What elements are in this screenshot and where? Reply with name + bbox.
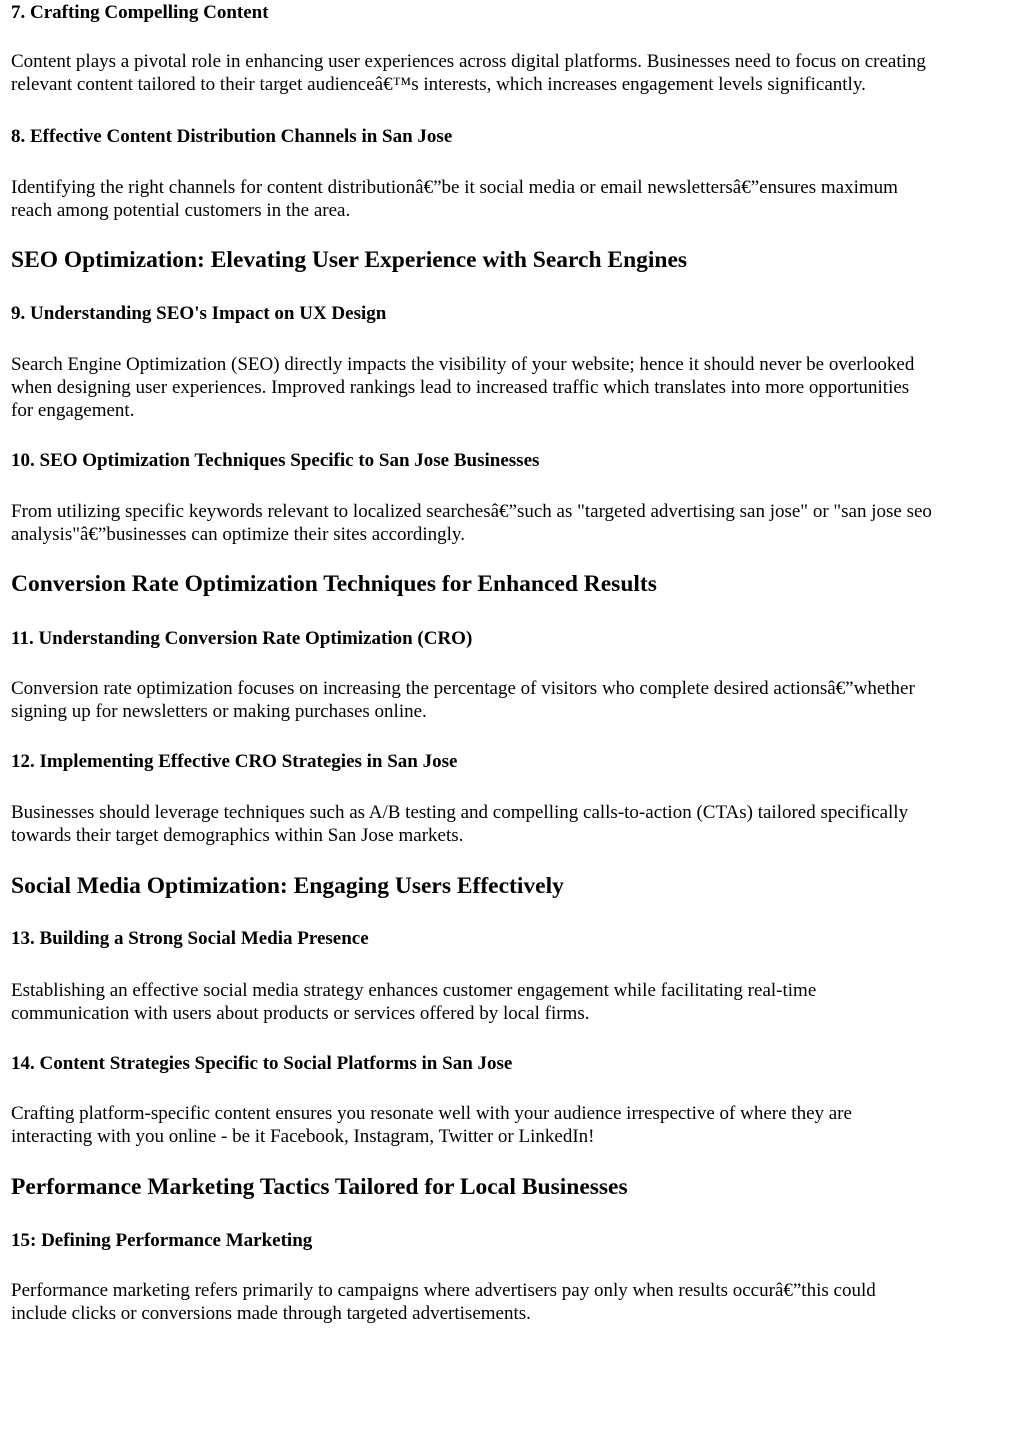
cro-section-heading: Conversion Rate Optimization Techniques for Enhanced Results <box>11 571 657 597</box>
section-7-paragraph <box>11 50 926 96</box>
section-15-paragraph <box>11 1279 876 1325</box>
paragraph-line: From utilizing specific keywords relevant to localized searchesâ€”such as "targeted advertising san jose" or "san jose seo <box>11 501 932 522</box>
paragraph-line: analysis"â€”businesses can optimize their sites accordingly. <box>11 524 465 546</box>
paragraph-line: Identifying the right channels for content distributionâ€”be it social media or email newslettersâ€”ensures maximum <box>11 177 898 198</box>
section-13-paragraph <box>11 979 816 1025</box>
paragraph-line: when designing user experiences. Improved rankings lead to increased traffic which translates into more opportunities <box>11 377 910 399</box>
section-10-heading: 10. SEO Optimization Techniques Specific to San Jose Businesses <box>11 450 540 471</box>
paragraph-line: communication with users about products or services offered by local firms. <box>11 1003 590 1025</box>
smo-section-heading: Social Media Optimization: Engaging Users Effectively <box>11 873 564 899</box>
section-8-paragraph <box>11 176 898 222</box>
paragraph-line: Conversion rate optimization focuses on increasing the percentage of visitors who complete desired actionsâ€”whether <box>11 678 915 699</box>
pm-section-heading: Performance Marketing Tactics Tailored for Local Businesses <box>11 1174 628 1200</box>
paragraph-line: Businesses should leverage techniques such as A/B testing and compelling calls-to-action (CTAs) tailored specifically <box>11 802 909 823</box>
section-8-heading: 8. Effective Content Distribution Channels in San Jose <box>11 126 453 147</box>
section-11-heading: 11. Understanding Conversion Rate Optimization (CRO) <box>11 628 473 649</box>
section-12-heading: 12. Implementing Effective CRO Strategies in San Jose <box>11 751 458 772</box>
section-14-paragraph <box>11 1102 852 1148</box>
section-15-heading: 15: Defining Performance Marketing <box>11 1230 313 1251</box>
section-7-heading: 7. Crafting Compelling Content <box>11 2 269 23</box>
paragraph-line: relevant content tailored to their target audienceâ€™s interests, which increases engagement levels significantly. <box>11 74 866 96</box>
section-10-paragraph <box>11 500 932 546</box>
section-9-heading: 9. Understanding SEO's Impact on UX Design <box>11 303 387 324</box>
section-14-heading: 14. Content Strategies Specific to Social Platforms in San Jose <box>11 1053 513 1074</box>
paragraph-line: Performance marketing refers primarily to campaigns where advertisers pay only when results occurâ€”this could <box>11 1280 876 1301</box>
seo-section-heading: SEO Optimization: Elevating User Experience with Search Engines <box>11 247 688 273</box>
paragraph-line: include clicks or conversions made through targeted advertisements. <box>11 1303 531 1325</box>
paragraph-line: for engagement. <box>11 400 135 422</box>
paragraph-line: Search Engine Optimization (SEO) directly impacts the visibility of your website; hence it should never be overlooked <box>11 354 915 375</box>
paragraph-line: Crafting platform-specific content ensures you resonate well with your audience irrespective of where they are <box>11 1103 852 1124</box>
paragraph-line: reach among potential customers in the area. <box>11 200 351 222</box>
paragraph-line: signing up for newsletters or making purchases online. <box>11 701 427 723</box>
paragraph-line: Content plays a pivotal role in enhancing user experiences across digital platforms. Businesses need to focus on creating <box>11 51 926 72</box>
section-13-heading: 13. Building a Strong Social Media Presence <box>11 928 369 949</box>
section-9-paragraph <box>11 353 914 423</box>
paragraph-line: towards their target demographics within San Jose markets. <box>11 825 464 847</box>
paragraph-line: interacting with you online - be it Facebook, Instagram, Twitter or LinkedIn! <box>11 1126 595 1148</box>
paragraph-line: Establishing an effective social media strategy enhances customer engagement while facilitating real-time <box>11 980 817 1001</box>
section-12-paragraph <box>11 801 908 847</box>
section-11-paragraph <box>11 677 915 723</box>
